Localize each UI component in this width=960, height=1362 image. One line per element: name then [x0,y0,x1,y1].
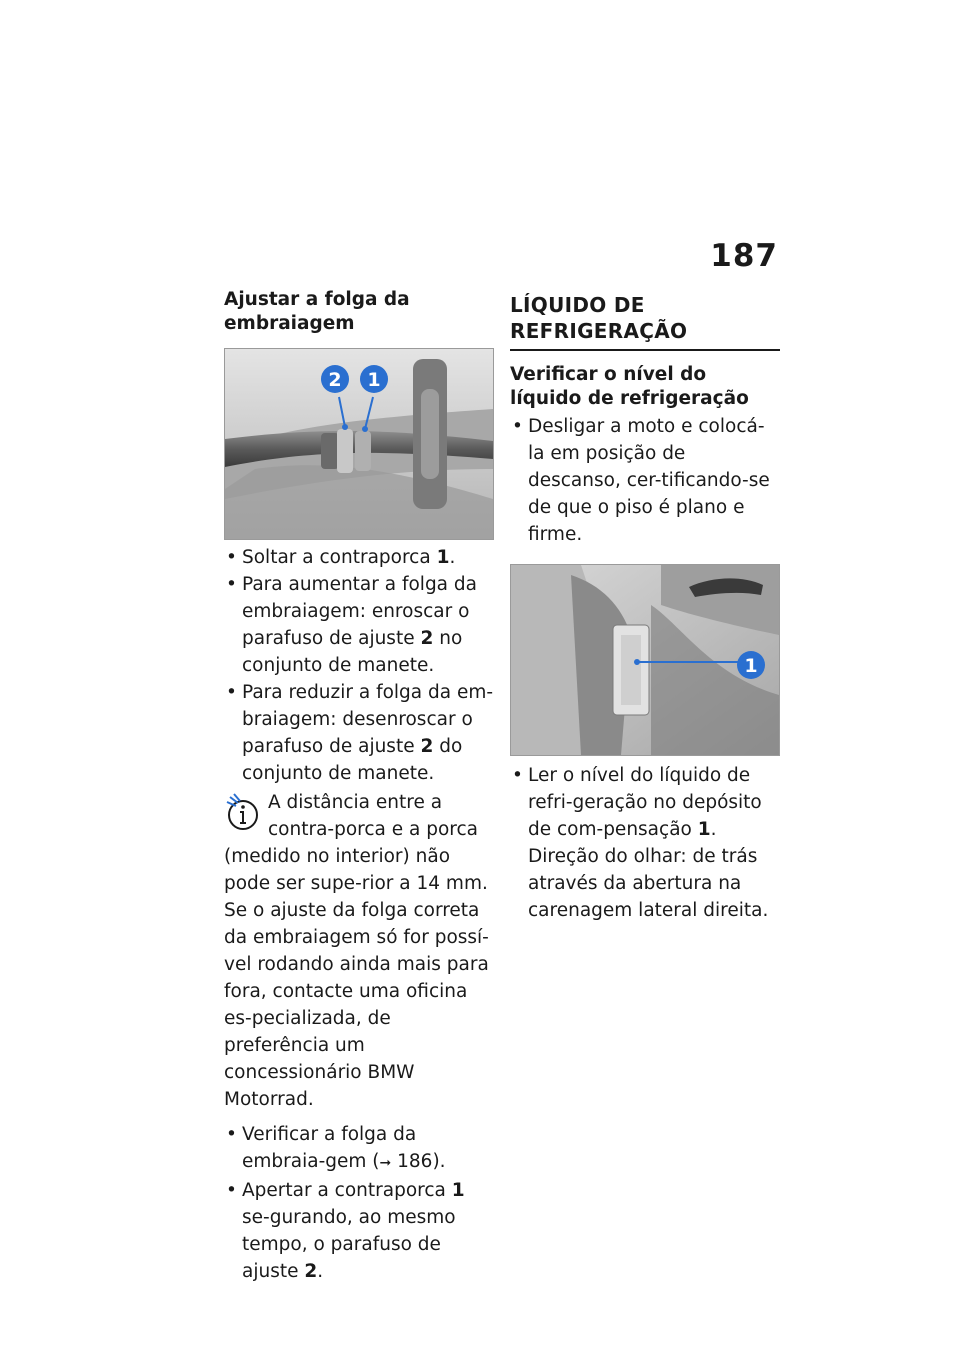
page-ref-link[interactable]: 186 [391,1151,433,1172]
info-icon [224,791,262,835]
coolant-reservoir-illustration [511,565,779,755]
oficina-paragraph: Se o ajuste da folga correta da embraiagem só for possí-vel rodando ainda mais para fora, contacte uma oficina es-pecializada, de preferência um concessionário BMW Motorrad. [224,900,489,1110]
coolant-steps-1 [510,413,780,548]
section-title-coolant: LÍQUIDO DE REFRIGERAÇÃO [510,292,780,351]
clutch-lever-illustration [225,349,493,539]
svg-text:2: 2 [328,369,342,391]
adjust-steps-list [224,544,496,787]
coolant-reservoir-figure [510,564,780,756]
note-text: A distância entre a contra-porca e a porca (medido no interior) não pode ser supe-rior a 14 mm. [224,792,488,894]
svg-text:1: 1 [744,655,758,677]
left-column [224,288,496,1285]
coolant-steps-2 [510,762,780,924]
svg-text:1: 1 [367,369,381,391]
list-item: • Desligar a moto e colocá-la em posição de descanso, cer-tificando-se de que o piso é plano e firme. [510,413,780,548]
final-steps-list [224,1121,496,1285]
list-item: • Ler o nível do líquido de refri-geração no depósito de com-pensação 1. Direção do olhar: de trás através da abertura na carenagem lateral direita. [510,762,780,924]
clutch-lever-figure [224,348,494,540]
list-item: • Apertar a contraporca 1 se-gurando, ao mesmo tempo, o parafuso de ajuste 2. [224,1177,496,1285]
list-item: • Soltar a contraporca 1. [224,544,496,571]
section-heading-clutch: Ajustar a folga da embraiagem [224,289,410,334]
page-number: 187 [710,238,778,274]
list-item: • Para aumentar a folga da embraiagem: enroscar o parafuso de ajuste 2 no conjunto de manete. [224,571,496,679]
info-note [224,789,496,897]
subheading-check-coolant: Verificar o nível do líquido de refrigeração [510,364,749,409]
list-item: • Para reduzir a folga da embraiagem: desenroscar o parafuso de ajuste 2 do conjunto de manete. [224,679,496,787]
page-ref-arrow-icon: ➞ [379,1155,392,1171]
right-column [510,292,780,924]
list-item: • Verificar a folga da embraia-gem (➞ 186). [224,1121,496,1177]
